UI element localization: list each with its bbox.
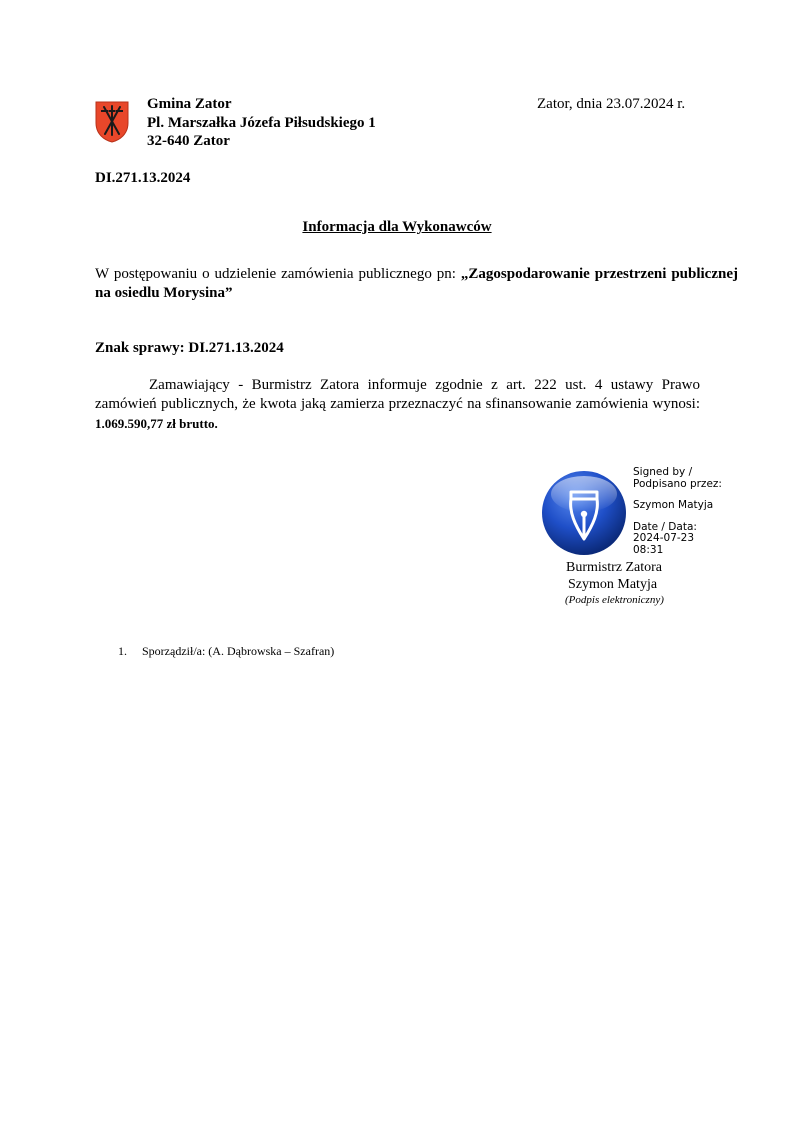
prepared-by-note [118, 644, 334, 659]
project-name: „Zagospodarowanie przestrzeni publicznej na osiedlu Morysina” [95, 266, 738, 301]
reference-number: DI.271.13.2024 [95, 170, 191, 186]
signatory-title: Burmistrz Zatora [566, 560, 663, 575]
footnote-text: Sporządził/a: (A. Dąbrowska – Szafran) [142, 644, 335, 658]
footnote-number: 1. [118, 644, 127, 658]
office-street: Pl. Marszałka Józefa Piłsudskiego 1 [147, 114, 376, 131]
signature-details [633, 467, 722, 556]
coat-of-arms-icon [95, 101, 129, 143]
time-value: 08:31 [633, 543, 664, 556]
electronic-signature-note: (Podpis elektroniczny) [565, 594, 664, 606]
case-label: Znak sprawy: [95, 340, 185, 356]
case-number [95, 340, 284, 357]
amount-value: 1.069.590,77 zł brutto. [95, 416, 218, 431]
date-value: 2024-07-23 [633, 532, 695, 544]
signatory-block [566, 560, 662, 593]
signer-name: Szymon Matyja [633, 499, 714, 511]
office-postal-city: 32-640 Zator [147, 133, 230, 149]
intro-paragraph [95, 265, 738, 303]
fountain-pen-seal-icon [541, 470, 627, 556]
signed-by-label-2: Podpisano przez: [633, 477, 722, 490]
office-name: Gmina Zator [147, 96, 232, 112]
document-date: Zator, dnia 23.07.2024 r. [537, 96, 686, 112]
signatory-name: Szymon Matyja [568, 576, 658, 592]
intro-text: W postępowaniu o udzielenie zamówienia publicznego pn: [95, 266, 461, 282]
document-title: Informacja dla Wykonawców [302, 219, 492, 235]
sender-address [147, 95, 376, 151]
date-label: Date / Data: [633, 520, 697, 533]
body-paragraph [95, 376, 700, 434]
signed-by-label-1: Signed by / [633, 466, 693, 478]
case-value: DI.271.13.2024 [188, 340, 284, 356]
body-text: Zamawiający - Burmistrz Zatora informuje zgodnie z art. 222 ust. 4 ustawy Prawo zamówień publicznych, że kwota jaką zamierza przeznaczyć na sfinansowanie zamówienia wynosi: [95, 377, 700, 412]
